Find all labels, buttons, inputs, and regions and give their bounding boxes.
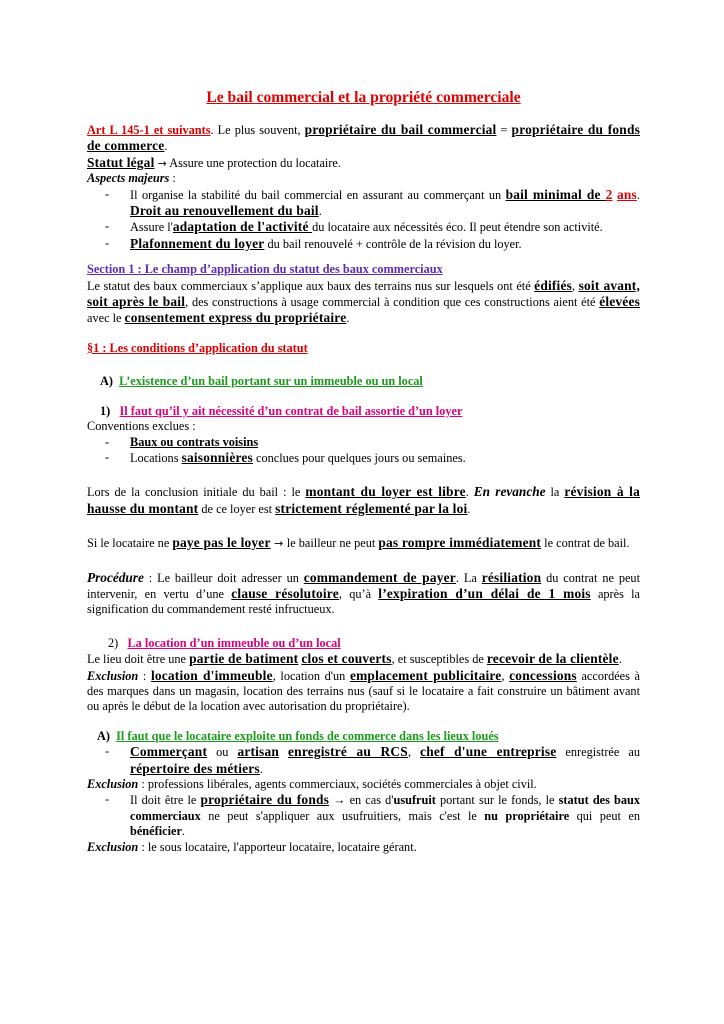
list-item: - Plafonnement du loyer du bail renouvelé + contrôle de la révision du loyer.	[87, 236, 640, 252]
procedure-paragraph: Procédure : Le bailleur doit adresser un commandement de payer. La résiliation du contrat ne peut intervenir, en vertu d’une clause résolutoire, qu’à l’expiration d’un délai de 1 mois après la signification du commandement resté infructueux.	[87, 569, 641, 617]
intro-paragraph: Art L 145-1 et suivants. Le plus souvent, propriétaire du bail commercial = propriétaire du fonds de commerce.	[87, 122, 640, 154]
paragraph-1-heading: §1 : Les conditions d’application du statut	[87, 340, 308, 355]
si-paragraph: Si le locataire ne paye pas le loyer → le bailleur ne peut pas rompre immédiatement le contrat de bail.	[87, 535, 630, 551]
section-1-paragraph: Le statut des baux commerciaux s’applique aux baux des terrains nus sur lesquels ont été édifiés, soit avant, soit après le bail, des constructions à usage commercial à condition que ces constructions aient été élevées avec le consentement express du propriétaire.	[87, 277, 641, 326]
statut-line: Statut légal → Assure une protection du locataire.	[87, 154, 341, 170]
document-title: Le bail commercial et la propriété commerciale	[206, 89, 521, 106]
exclusion-paragraph: Exclusion : le sous locataire, l'apporteur locataire, locataire gérant.	[87, 839, 417, 854]
keyword: propriétaire du bail commercial	[304, 122, 497, 137]
aspects-list	[87, 187, 640, 253]
list-item: - Il organise la stabilité du bail commercial en assurant au commerçant un bail minimal de 2 ans. Droit au renouvellement du bail.	[87, 187, 640, 220]
location-paragraph: Le lieu doit être une partie de batiment clos et couverts, et susceptibles de recevoir de la clientèle.	[87, 651, 622, 667]
list-item: - Locations saisonnières conclues pour quelques jours ou semaines.	[87, 450, 640, 466]
exclusion-paragraph: Exclusion : location d'immeuble, location d'un emplacement publicitaire, concessions accordées à des marques dans un magasin, location des terrains nus (sauf si le locataire a fait construire un bâtiment avant ou après le début de la location avec autorisation du propriétaire).	[87, 667, 640, 714]
point-2-heading: 2) La location d’un immeuble ou d’un local	[108, 635, 341, 650]
lors-paragraph: Lors de la conclusion initiale du bail : le montant du loyer est libre. En revanche la révision à la hausse du montant de ce loyer est strictement réglementé par la loi.	[87, 484, 640, 516]
aspects-label: Aspects majeurs :	[87, 171, 176, 186]
subsection-a-heading: A) L’existence d’un bail portant sur un immeuble ou un local	[100, 374, 423, 389]
usufruit-list	[87, 792, 640, 839]
list-item: - Baux ou contrats voisins	[87, 435, 640, 450]
list-item: - Assure l'adaptation de l'activité du locataire aux nécessités éco. Il peut étendre son activité.	[87, 219, 640, 235]
arrow-right-icon: →	[157, 156, 167, 170]
conventions-label: Conventions exclues :	[87, 419, 196, 434]
exclusion-paragraph: Exclusion : professions libérales, agents commerciaux, sociétés commerciales à objet civil.	[87, 777, 537, 791]
list-item: - Commerçant ou artisan enregistré au RCS, chef d'une entreprise enregistrée au répertoire des métiers.	[87, 744, 640, 777]
point-1-heading: 1) Il faut qu’il y ait nécessité d’un contrat de bail assortie d’un loyer	[100, 403, 463, 418]
list-item: - Il doit être le propriétaire du fonds → en cas d'usufruit portant sur le fonds, le statut des baux commerciaux ne peut s'appliquer aux usufruitiers, mais c'est le nu propriétaire qui peut en bénéficier.	[87, 792, 640, 839]
exploitant-list	[87, 744, 640, 777]
article-reference: Art L 145-1 et suivants	[87, 123, 211, 137]
conventions-list	[87, 435, 640, 467]
keyword: propriétaire du fonds de commerce	[87, 122, 640, 154]
arrow-right-icon: →	[270, 537, 287, 551]
subsection-a2-heading: A) Il faut que le locataire exploite un fonds de commerce dans les lieux loués	[97, 728, 499, 743]
section-1-heading: Section 1 : Le champ d’application du statut des baux commerciaux	[87, 262, 443, 277]
keyword: Statut légal	[87, 154, 155, 170]
